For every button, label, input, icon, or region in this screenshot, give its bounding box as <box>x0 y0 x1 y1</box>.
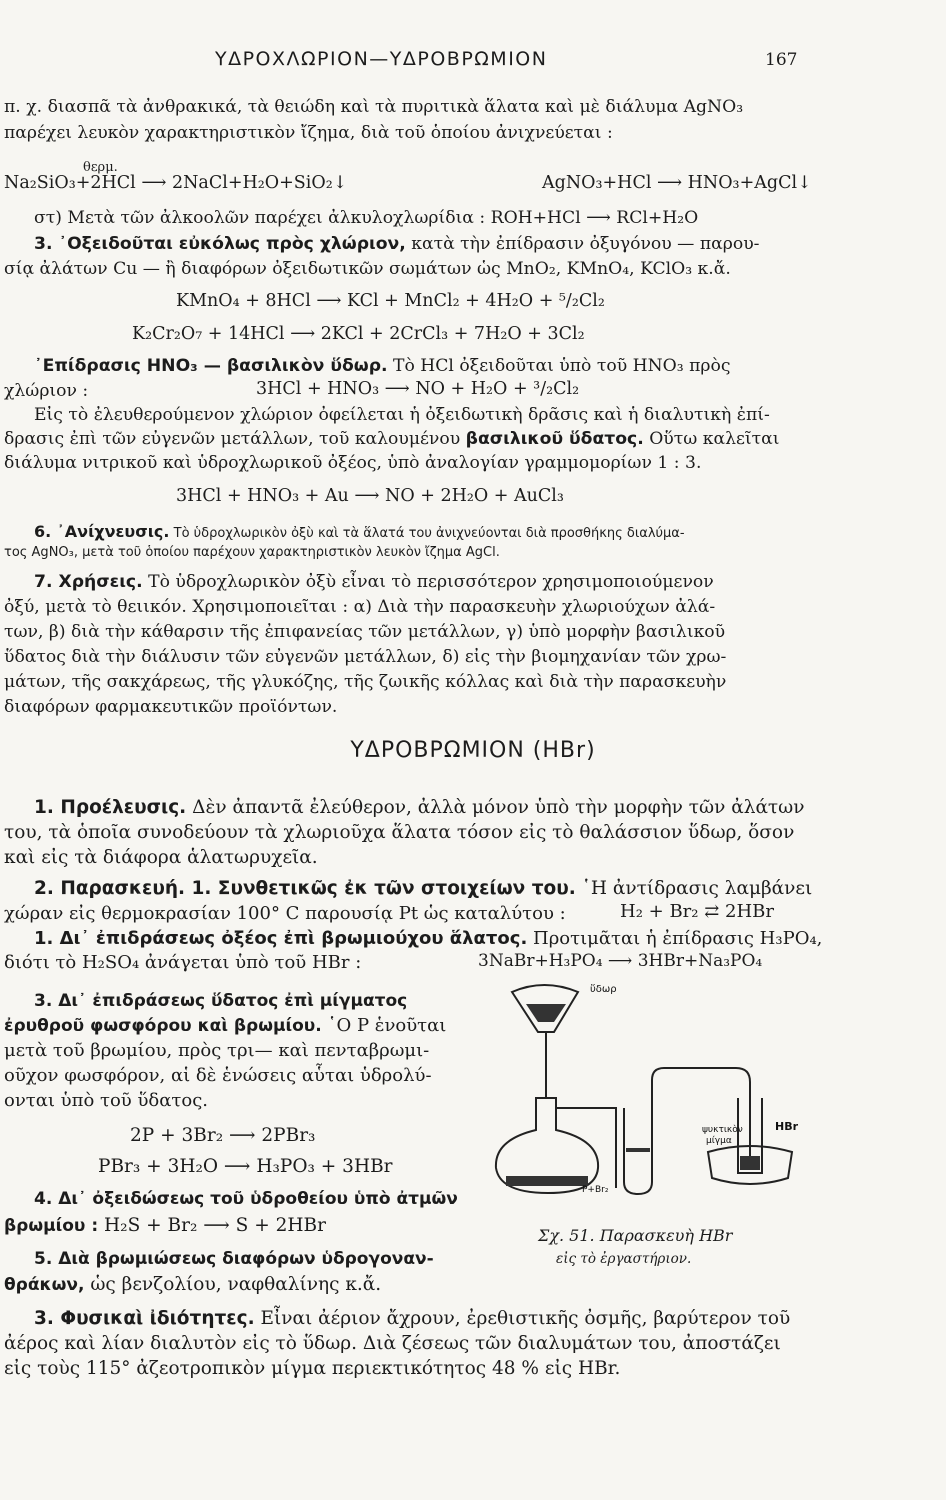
text-line: καὶ εἰς τὰ διάφορα ἁλατωρυχεῖα. <box>4 847 318 868</box>
section-heading: 2. Παρασκευή. 1. Συνθετικῶς ἐκ τῶν στοιχείων του. <box>34 878 576 899</box>
figure-label: μίγμα <box>706 1136 732 1146</box>
text-line: μάτων, τῆς σακχάρεως, τῆς γλυκόζης, τῆς ζωικῆς κόλλας καὶ διὰ τὴν παρασκευὴν <box>4 672 727 692</box>
equation: Na₂SiO₃+2HCl ⟶ 2NaCl+H₂O+SiO₂↓ <box>4 173 348 193</box>
apparatus-figure <box>492 980 822 1195</box>
figure-caption: εἰς τὸ ἐργαστήριον. <box>556 1251 692 1267</box>
subsection-heading: 3. Δι᾿ ἐπιδράσεως ὕδατος ἐπὶ μίγματος <box>34 991 408 1011</box>
text-line: διαφόρων φαρμακευτικῶν προϊόντων. <box>4 697 338 717</box>
text-span: Δὲν ἀπαντᾶ ἐλεύθερον, ἀλλὰ μόνον ὑπὸ τὴν μορφὴν τῶν ἀλάτων <box>192 797 805 818</box>
text-span: κατὰ τὴν ἐπίδρασιν ὀξυγόνου — παρου- <box>411 234 760 254</box>
text-line <box>4 1274 381 1296</box>
text-span: Οὕτω καλεῖται <box>649 429 780 449</box>
subsection-heading: 5. Διὰ βρωμιώσεως διαφόρων ὑδρογοναν- <box>34 1249 434 1269</box>
receiver-liquid <box>740 1156 760 1170</box>
oxidation-paragraph <box>34 233 759 255</box>
section-title: ΥΔΡΟΒΡΩΜΙΟΝ (HBr) <box>350 738 596 763</box>
text-span: ῾Η ἀντίδρασις λαμβάνει <box>581 878 813 899</box>
text-line: ὀξύ, μετὰ τὸ θειικόν. Χρησιμοποιεῖται : α) Διὰ τὴν παρασκευὴν χλωριούχων ἀλά- <box>4 597 716 617</box>
subsection-heading: βρωμίου : <box>4 1216 99 1236</box>
subsection-heading: 1. Δι᾿ ἐπιδράσεως ὀξέος ἐπὶ βρωμιούχου ἅλατος. <box>34 928 528 949</box>
text-line <box>4 1015 446 1037</box>
text-line: χλώριον : <box>4 381 89 401</box>
section-heading: 1. Προέλευσις. <box>34 797 187 818</box>
page-number: 167 <box>765 50 798 70</box>
term-bold: βασιλικοῦ ὕδατος. <box>465 429 644 449</box>
text-line: οῦχον φωσφόρον, αἱ δὲ ἑνώσεις αὗται ὑδρολύ- <box>4 1065 432 1086</box>
section-heading: 3. ᾿Οξειδοῦται εὐκόλως πρὸς χλώριον, <box>34 234 406 254</box>
text-line: των, β) διὰ τὴν κάθαρσιν τῆς ἐπιφανείας τῶν μετάλλων, γ) ὑπὸ μορφὴν βασιλικοῦ <box>4 622 726 642</box>
text-span: ῾Ο P ἑνοῦται <box>327 1015 447 1036</box>
text-line: σίᾳ ἀλάτων Cu — ἢ διαφόρων ὀξειδωτικῶν σωμάτων ὡς MnO₂, KMnO₄, KClO₃ κ.ἄ. <box>4 259 731 279</box>
figure-caption: Σχ. 51. Παρασκευὴ HBr <box>538 1226 733 1245</box>
equation: 3NaBr+H₃PO₄ ⟶ 3HBr+Na₃PO₄ <box>478 951 763 971</box>
text-span: Προτιμᾶται ἡ ἐπίδρασις H₃PO₄, <box>533 928 823 949</box>
text-span: δρασις ἐπὶ τῶν εὐγενῶν μετάλλων, τοῦ καλουμένου <box>4 429 461 449</box>
funnel-liquid <box>526 1004 566 1022</box>
text-line: στ) Μετὰ τῶν ἀλκοολῶν παρέχει ἀλκυλοχλωρίδια : ROH+HCl ⟶ RCl+H₂O <box>34 208 699 228</box>
running-title: ΥΔΡΟΧΛΩΡΙΟΝ—ΥΔΡΟΒΡΩΜΙΟΝ <box>215 48 548 70</box>
subsection-heading: ἐρυθροῦ φωσφόρου καὶ βρωμίου. <box>4 1016 322 1036</box>
flask-contents <box>506 1176 588 1186</box>
text-line: διότι τὸ H₂SO₄ ἀνάγεται ὑπὸ τοῦ HBr : <box>4 952 362 973</box>
equation: PBr₃ + 3H₂O ⟶ H₃PO₃ + 3HBr <box>98 1156 393 1177</box>
section-heading: 7. Χρήσεις. <box>34 572 143 592</box>
text-span: ὡς βενζολίου, ναφθαλίνης κ.ἄ. <box>90 1274 382 1295</box>
equation: H₂ + Br₂ ⇄ 2HBr <box>620 901 774 922</box>
subsection-heading: θράκων, <box>4 1275 85 1295</box>
text-line: εἰς τοὺς 115° ἀζεοτροπικὸν μίγμα περιεκτικότητος 48 % εἰς HBr. <box>4 1358 621 1379</box>
text-line: παρέχει λευκὸν χαρακτηριστικὸν ἴζημα, διὰ τοῦ ὁποίου ἀνιχνεύεται : <box>4 123 613 143</box>
text-span: Τὸ HCl ὀξειδοῦται ὑπὸ τοῦ HNO₃ πρὸς <box>393 356 731 376</box>
delivery-tube <box>652 1068 750 1165</box>
text-line: μετὰ τοῦ βρωμίου, πρὸς τρι— καὶ πενταβρωμι- <box>4 1040 430 1061</box>
equation: KMnO₄ + 8HCl ⟶ KCl + MnCl₂ + 4H₂O + ⁵/₂Cl₂ <box>176 291 605 311</box>
figure-label: P+Br₂ <box>582 1185 609 1195</box>
figure-label: ψυκτικὸν <box>702 1125 743 1135</box>
text-line: χώραν εἰς θερμοκρασίαν 100° C παρουσίᾳ Pt ὡς καταλύτου : <box>4 903 566 924</box>
page-header <box>0 48 946 78</box>
uses-paragraph <box>34 571 714 593</box>
equation: 3HCl + HNO₃ + Au ⟶ NO + 2H₂O + AuCl₃ <box>176 486 564 506</box>
section-heading: 6. ᾿Ανίχνευσις. <box>34 522 170 541</box>
text-line: ὕδατος διὰ τὴν διάλυσιν τῶν εὐγενῶν μετάλλων, δ) εἰς τὴν βιομηχανίαν τῶν χρω- <box>4 647 727 667</box>
text-line: διάλυμα νιτρικοῦ καὶ ὑδροχλωρικοῦ ὀξέος, ὑπὸ ἀναλογίαν γραμμομορίων 1 : 3. <box>4 453 702 473</box>
u-tube-packing <box>626 1148 650 1152</box>
figure-label: ὕδωρ <box>590 984 617 995</box>
text-line: π. χ. διασπᾶ τὰ ἀνθρακικά, τὰ θειώδη καὶ τὰ πυριτικὰ ἅλατα καὶ μὲ διάλυμα AgNO₃ <box>4 97 744 117</box>
equation: H₂S + Br₂ ⟶ S + 2HBr <box>104 1215 326 1236</box>
text-line: τος AgNO₃, μετὰ τοῦ ὁποίου παρέχουν χαρακτηριστικὸν λευκὸν ἴζημα AgCl. <box>4 545 500 560</box>
text-line: του, τὰ ὁποῖα συνοδεύουν τὰ χλωριοῦχα ἅλατα τόσον εἰς τὸ θαλάσσιον ὕδωρ, ὅσον <box>4 822 795 843</box>
origin-paragraph <box>34 797 805 819</box>
section-heading: ᾿Επίδρασις HNO₃ — βασιλικὸν ὕδωρ. <box>34 356 388 376</box>
equation: 2P + 3Br₂ ⟶ 2PBr₃ <box>130 1125 316 1146</box>
preparation-paragraph <box>34 878 812 900</box>
text-line <box>4 1215 326 1237</box>
text-line: ἀέρος καὶ λίαν διαλυτὸν εἰς τὸ ὕδωρ. Διὰ ζέσεως τῶν διαλυμάτων του, ἀποστάζει <box>4 1333 781 1354</box>
u-tube <box>624 1098 652 1194</box>
condition-label: θερμ. <box>83 160 118 175</box>
equation: 3HCl + HNO₃ ⟶ NO + H₂O + ³/₂Cl₂ <box>256 379 580 399</box>
physical-properties-paragraph <box>34 1308 790 1330</box>
text-line <box>4 428 780 450</box>
equation: AgNO₃+HCl ⟶ HNO₃+AgCl↓ <box>542 173 812 193</box>
text-line: ονται ὑπὸ τοῦ ὕδατος. <box>4 1090 208 1111</box>
text-line: Εἰς τὸ ἐλευθερούμενον χλώριον ὀφείλεται ἡ ὀξειδωτικὴ δρᾶσις καὶ ἡ διαλυτικὴ ἐπί- <box>34 405 770 425</box>
text-span: Τὸ ὑδροχλωρικὸν ὀξὺ καὶ τὰ ἅλατά του ἀνιχνεύονται διὰ προσθήκης διαλύμα- <box>173 526 685 541</box>
text-line <box>34 928 822 950</box>
equation: K₂Cr₂O₇ + 14HCl ⟶ 2KCl + 2CrCl₃ + 7H₂O + 3Cl₂ <box>132 324 585 344</box>
figure-label: HBr <box>775 1120 799 1133</box>
section-heading: 3. Φυσικαὶ ἰδιότητες. <box>34 1308 255 1329</box>
text-span: Τὸ ὑδροχλωρικὸν ὀξὺ εἶναι τὸ περισσότερον χρησιμοποιούμενον <box>148 572 714 592</box>
subsection-heading: 4. Δι᾿ ὀξειδώσεως τοῦ ὑδροθείου ὑπὸ ἀτμῶν <box>34 1189 458 1209</box>
text-span: Εἶναι ἀέριον ἄχρουν, ἐρεθιστικῆς ὀσμῆς, βαρύτερον τοῦ <box>260 1308 791 1329</box>
hno3-paragraph <box>34 355 730 377</box>
